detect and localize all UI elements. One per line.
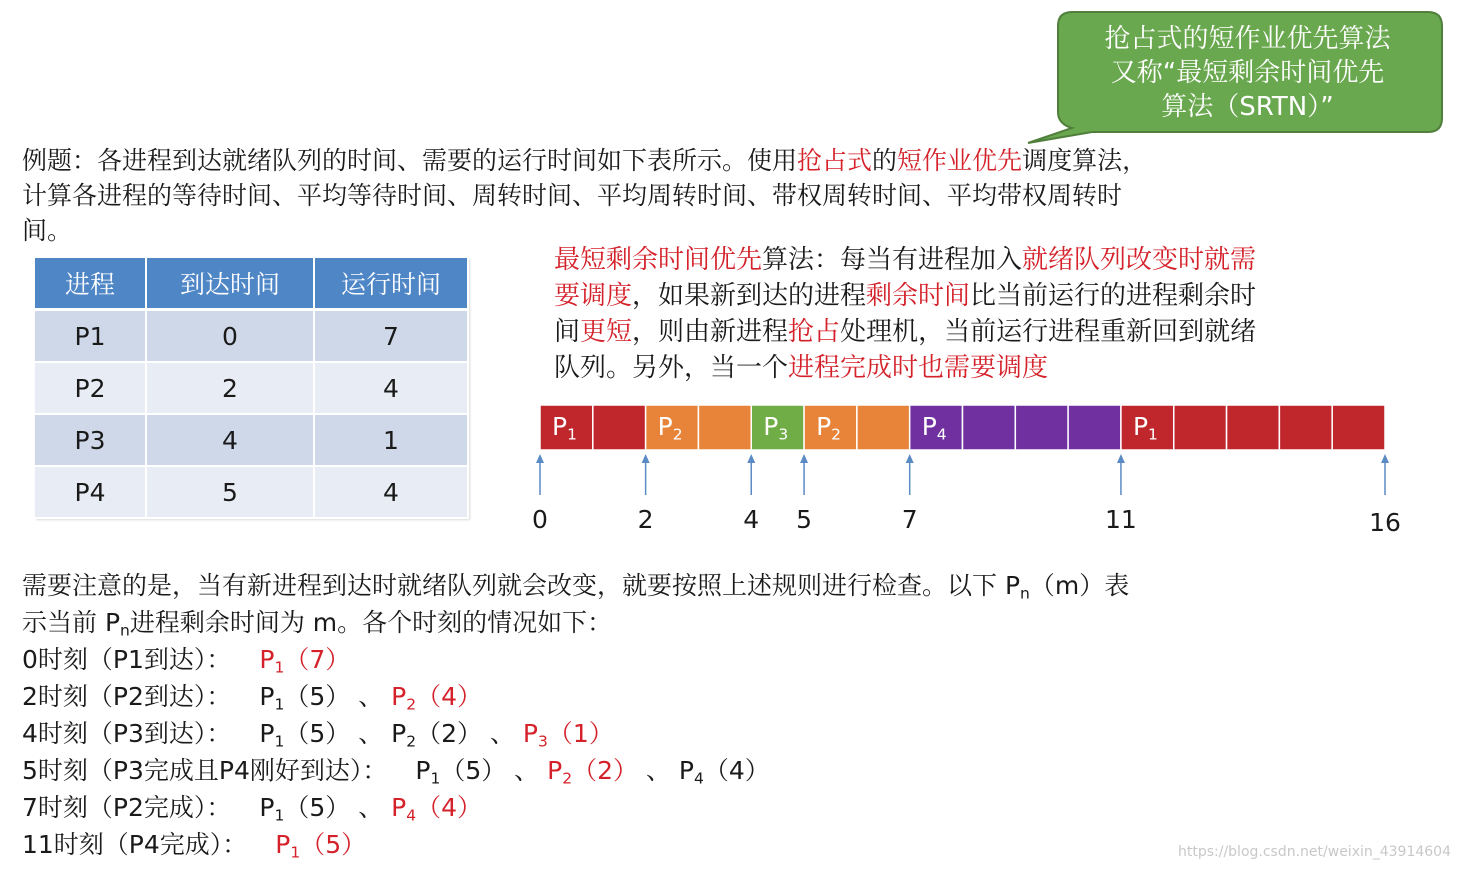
state-proc-sub: 1 bbox=[274, 806, 285, 825]
srtn-text: 比当前运行的进程剩余时 bbox=[970, 281, 1257, 311]
problem-highlight-sjf: 短作业优先 bbox=[897, 146, 1023, 175]
problem-highlight-preemptive: 抢占式 bbox=[797, 146, 873, 175]
state-process-item bbox=[391, 793, 483, 825]
gantt-label-sub: 2 bbox=[831, 425, 842, 444]
gantt-unit-block bbox=[593, 405, 646, 450]
state-proc-sub: 1 bbox=[274, 658, 285, 677]
state-proc-sub: 1 bbox=[274, 695, 285, 714]
state-proc-sub: 1 bbox=[430, 769, 441, 788]
state-proc: P bbox=[391, 793, 407, 822]
state-label: 0时刻（P1到达）： bbox=[22, 645, 232, 674]
cell-runtime: 1 bbox=[314, 414, 468, 466]
srtn-line-3 bbox=[554, 314, 1394, 350]
state-process-item bbox=[259, 645, 351, 677]
gantt-segment-label bbox=[552, 412, 577, 444]
gantt-tick-label: 11 bbox=[1105, 505, 1137, 534]
srtn-highlight: 更短 bbox=[580, 317, 633, 347]
state-proc: P bbox=[415, 756, 431, 785]
gantt-unit-block bbox=[857, 405, 910, 450]
state-proc-sub: 4 bbox=[693, 769, 704, 788]
gantt-label-proc: P bbox=[657, 412, 673, 441]
gantt-tick-label: 16 bbox=[1369, 508, 1401, 537]
header-arrival: 到达时间 bbox=[146, 258, 314, 310]
state-list bbox=[22, 641, 770, 863]
gantt-label-sub: 1 bbox=[1148, 425, 1158, 444]
state-remaining: （2） bbox=[416, 719, 483, 748]
srtn-text: 算法：每当有进程加入 bbox=[762, 245, 1023, 275]
gantt-unit-block bbox=[1068, 405, 1121, 450]
callout-line-2: 又称“最短剩余时间优先 bbox=[1110, 58, 1385, 88]
gantt-arrow-head bbox=[536, 454, 544, 463]
note-line-1 bbox=[22, 568, 1129, 603]
state-proc: P bbox=[547, 756, 563, 785]
cell-arrival: 4 bbox=[146, 414, 314, 466]
gantt-segment-label bbox=[657, 412, 683, 444]
state-remaining: （4） bbox=[416, 682, 483, 711]
state-label: 2时刻（P2到达）： bbox=[22, 682, 232, 711]
state-proc: P bbox=[391, 682, 407, 711]
gantt-label-sub: 4 bbox=[936, 425, 947, 444]
state-label: 5时刻（P3完成且P4刚好到达）： bbox=[22, 756, 388, 785]
srtn-text: 队列。另外，当一个 bbox=[554, 353, 789, 383]
gantt-arrow-head bbox=[800, 454, 808, 463]
note-text: 进程剩余时间为 m。各个时刻的情况如下： bbox=[129, 608, 613, 637]
state-separator: 、 bbox=[638, 756, 679, 785]
gantt-tick-label: 2 bbox=[637, 505, 654, 534]
state-process-item bbox=[391, 719, 483, 751]
cell-runtime: 7 bbox=[314, 310, 468, 363]
gantt-segment-label bbox=[921, 412, 947, 444]
srtn-line-2 bbox=[554, 278, 1394, 314]
state-remaining: （5） bbox=[284, 719, 351, 748]
cell-process: P3 bbox=[35, 414, 146, 466]
cell-arrival: 5 bbox=[146, 466, 314, 518]
state-process-item bbox=[547, 756, 638, 788]
srtn-highlight: 抢占 bbox=[788, 317, 841, 347]
state-separator: 、 bbox=[506, 756, 548, 785]
srtn-highlight: 就绪队列改变时就需 bbox=[1022, 245, 1257, 275]
state-process-item bbox=[259, 682, 351, 714]
gantt-label-proc: P bbox=[816, 412, 832, 441]
gantt-arrow-head bbox=[642, 454, 650, 463]
cell-process: P4 bbox=[35, 466, 146, 518]
srtn-description bbox=[554, 242, 1394, 386]
state-remaining: （5） bbox=[284, 793, 351, 822]
watermark: https://blog.csdn.net/weixin_43914604 bbox=[1177, 844, 1451, 860]
srtn-text: ，则由新进程 bbox=[632, 317, 789, 347]
callout-line-1: 抢占式的短作业优先算法 bbox=[1104, 24, 1391, 54]
state-separator: 、 bbox=[482, 719, 523, 748]
table-row bbox=[35, 466, 468, 518]
cell-runtime: 4 bbox=[314, 466, 468, 518]
state-proc: P bbox=[259, 793, 275, 822]
gantt-chart bbox=[520, 395, 1420, 545]
state-process-item bbox=[259, 719, 351, 751]
table-header-row bbox=[35, 258, 468, 310]
state-proc-sub: 1 bbox=[290, 843, 301, 862]
state-process-item bbox=[522, 719, 614, 751]
state-row bbox=[22, 641, 770, 678]
problem-text: 的 bbox=[872, 146, 898, 175]
gantt-unit-block bbox=[1015, 405, 1068, 450]
srtn-callout bbox=[1020, 10, 1445, 145]
gantt-segment-label bbox=[763, 412, 789, 444]
gantt-arrow-head bbox=[747, 454, 755, 463]
gantt-label-sub: 3 bbox=[778, 425, 789, 444]
srtn-text: ，如果新到达的进程 bbox=[632, 281, 867, 311]
gantt-arrow-head bbox=[906, 454, 914, 463]
problem-line-1 bbox=[22, 143, 1147, 178]
state-proc: P bbox=[259, 645, 275, 674]
state-remaining: （7） bbox=[284, 645, 351, 674]
state-process-item bbox=[259, 793, 351, 825]
gantt-arrow-head bbox=[1381, 454, 1389, 463]
header-runtime: 运行时间 bbox=[314, 258, 468, 310]
gantt-label-proc: P bbox=[921, 412, 937, 441]
state-proc: P bbox=[522, 719, 538, 748]
state-remaining: （5） bbox=[284, 682, 351, 711]
gantt-tick-label: 5 bbox=[796, 505, 813, 534]
callout-line-3: 算法（SRTN）” bbox=[1161, 92, 1334, 122]
srtn-text: 处理机，当前运行进程重新回到就绪 bbox=[840, 317, 1257, 347]
srtn-line-1 bbox=[554, 242, 1394, 278]
state-label: 4时刻（P3到达）： bbox=[22, 719, 232, 748]
state-separator: 、 bbox=[350, 719, 392, 748]
state-proc-sub: 2 bbox=[406, 732, 417, 751]
gantt-segment-label bbox=[816, 412, 842, 444]
cell-process: P1 bbox=[35, 310, 146, 363]
gantt-tick-label: 0 bbox=[532, 505, 548, 534]
state-label: 11时刻（P4完成）： bbox=[22, 830, 248, 859]
state-process-item bbox=[391, 682, 483, 714]
state-proc-sub: 3 bbox=[538, 732, 548, 751]
gantt-unit-block bbox=[1332, 405, 1385, 450]
state-proc-sub: 1 bbox=[274, 732, 285, 751]
state-row bbox=[22, 826, 770, 863]
header-process: 进程 bbox=[35, 258, 146, 310]
gantt-unit-block bbox=[963, 405, 1016, 450]
note-subscript: n bbox=[1020, 584, 1030, 603]
problem-line-2: 计算各进程的等待时间、平均等待时间、周转时间、平均周转时间、带权周转时间、平均带权周转时 bbox=[22, 181, 1123, 210]
state-proc-sub: 2 bbox=[406, 695, 417, 714]
state-row bbox=[22, 789, 770, 826]
process-table bbox=[35, 258, 469, 519]
srtn-highlight: 进程完成时也需要调度 bbox=[788, 353, 1049, 383]
state-remaining: （2） bbox=[572, 756, 638, 785]
gantt-label-proc: P bbox=[763, 412, 779, 441]
cell-arrival: 0 bbox=[146, 310, 314, 363]
state-process-item bbox=[275, 830, 367, 862]
note-subscript: n bbox=[120, 621, 130, 640]
note-text: 需要注意的是，当有新进程到达时就绪队列就会改变，就要按照上述规则进行检查。以下 P bbox=[22, 571, 1021, 600]
state-remaining: （5） bbox=[440, 756, 507, 785]
gantt-label-proc: P bbox=[1132, 412, 1149, 441]
srtn-highlight: 要调度 bbox=[554, 281, 633, 311]
state-process-item bbox=[415, 756, 507, 788]
state-separator: 、 bbox=[350, 793, 392, 822]
cell-arrival: 2 bbox=[146, 362, 314, 414]
state-proc: P bbox=[259, 719, 275, 748]
state-row bbox=[22, 715, 770, 752]
table-row bbox=[35, 310, 468, 363]
gantt-arrow-head bbox=[1117, 454, 1125, 463]
gantt-tick-label: 7 bbox=[901, 505, 918, 534]
gantt-segment-label bbox=[1132, 412, 1158, 444]
gantt-label-sub: 1 bbox=[567, 425, 577, 444]
note-line-2 bbox=[22, 605, 612, 640]
gantt-label-proc: P bbox=[552, 412, 568, 441]
state-remaining: （4） bbox=[416, 793, 483, 822]
srtn-line-4 bbox=[554, 350, 1394, 386]
gantt-unit-block bbox=[1279, 405, 1332, 450]
state-proc: P bbox=[391, 719, 407, 748]
srtn-highlight: 剩余时间 bbox=[866, 281, 971, 311]
srtn-highlight: 最短剩余时间优先 bbox=[554, 245, 763, 275]
state-remaining: （5） bbox=[300, 830, 367, 859]
problem-text: 调度算法， bbox=[1022, 146, 1148, 175]
state-proc-sub: 4 bbox=[406, 806, 417, 825]
note-text: （m）表 bbox=[1029, 571, 1130, 600]
table-row bbox=[35, 414, 468, 466]
state-proc-sub: 2 bbox=[562, 769, 573, 788]
state-separator: 、 bbox=[350, 682, 392, 711]
state-proc: P bbox=[259, 682, 275, 711]
state-proc: P bbox=[275, 830, 291, 859]
state-remaining: （1） bbox=[547, 719, 614, 748]
cell-runtime: 4 bbox=[314, 362, 468, 414]
gantt-tick-label: 4 bbox=[743, 505, 760, 534]
state-proc: P bbox=[678, 756, 694, 785]
note-text: 示当前 P bbox=[22, 608, 121, 637]
problem-line-3: 间。 bbox=[22, 216, 73, 245]
gantt-label-sub: 2 bbox=[672, 425, 683, 444]
state-process-item bbox=[678, 756, 770, 788]
problem-text: 例题：各进程到达就绪队列的时间、需要的运行时间如下表所示。使用 bbox=[22, 146, 798, 175]
gantt-unit-block bbox=[698, 405, 751, 450]
state-row bbox=[22, 752, 770, 789]
table-row bbox=[35, 362, 468, 414]
state-remaining: （4） bbox=[703, 756, 770, 785]
state-label: 7时刻（P2完成）： bbox=[22, 793, 232, 822]
gantt-unit-block bbox=[1174, 405, 1227, 450]
srtn-text: 间 bbox=[554, 317, 581, 347]
state-row bbox=[22, 678, 770, 715]
cell-process: P2 bbox=[35, 362, 146, 414]
gantt-unit-block bbox=[1227, 405, 1280, 450]
